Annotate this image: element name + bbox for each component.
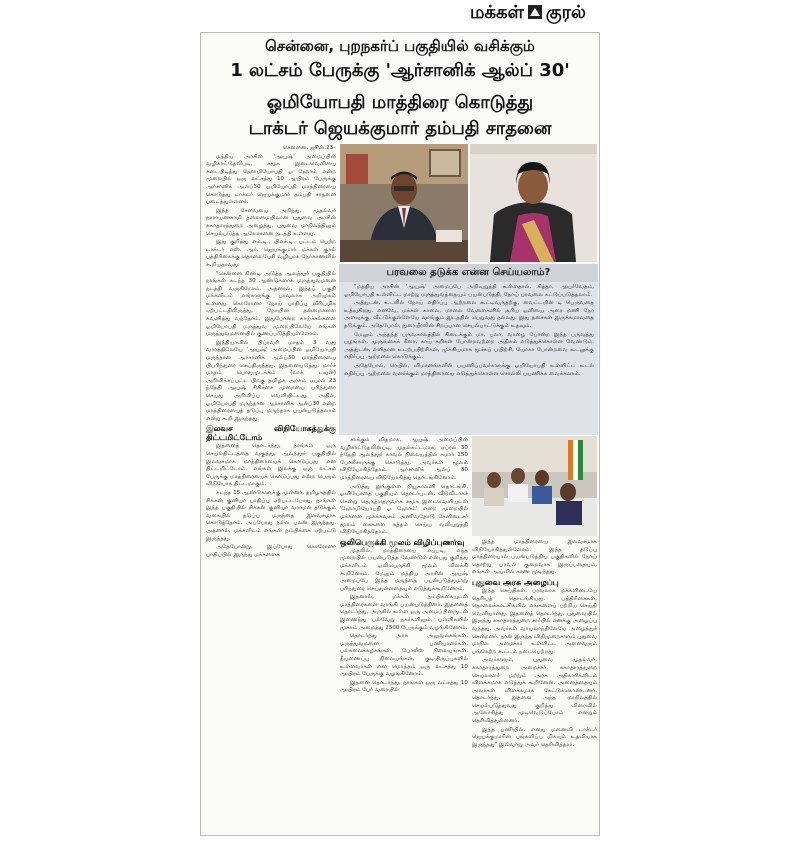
subheading: இலவச விநியோகத்துக்கு திட்டமிட்டோம்	[206, 424, 336, 443]
article-paragraph: இதனைத் தொடர்ந்து, நாங்கள் ஒரு செயல்திட்டத்தை வகுத்து, ஆலந்தூர் பகுதியில் இலவசமாக மாத்திரையைக் கொடுப்பது என திட்டமிட்டோம். எங்கள் இலக்கு ஒரு லட்சம் பேருக்கு மாத்திரையைக் கொடுப்பது என்ற பெரும் விநியோக திட்டமாகும்.	[206, 443, 336, 488]
article-column-1	[206, 145, 336, 833]
box-paragraph: "மத்திய அரசின் 'ஆயுஷ்' அமைப்பே அறிவுறுத்தி உள்ளதால், சித்தா, ஆயுர்வேதம், ஓமியோபதி உள்ளிட்ட மாற்று மருத்துவத்தையும் பயன்படுத்தி, நோய் பரவலை கட்டுப்படுத்தலாம்.	[344, 284, 594, 298]
article-paragraph: "சென்னை கிண்டி அடுத்த ஆலந்தூர் பகுதியில் நாங்கள் கடந்த 30 ஆண்டுகளாக மருத்துவமனை நடத்தி வருகிறோம். அதனால், இந்தப் பகுதி மக்களிடம் எங்களுக்கு பரவலாக அறிமுகம் உள்ளது. கொரோனா நோய் பாதிப்பு வீரியமிக ஏற்பட்டதிலிருந்து, நோயின் தன்மைகளை கவனித்து வந்தோம். இதுபோன்ற காய்ச்சல்களை ஓமியோபதி மருத்துவ முறையிலேயே எங்கள் மருத்துவமனையில் குணப்படுத்தியுள்ளோம்.	[206, 270, 336, 338]
article-paragraph: மத்திய அரசின் 'ஆயுஷ்' அமைப்பின் வழிகாட்டுதலிபடி, சமூக இடைவெளியை கடைபிடித்து ஹோமியோபதி ஓ ஹோம் என்ற முறையில் ஒரு லட்சத்து 10 ஆயிரம் பேருக்கு ஆர்சானிக் ஆல்ப்30 ஓமியோபதி மாத்திரையை கொடுத்து டாக்டர் ஜெயக்குமார் தம்பதி சாதனை படைத்துள்ளனர்.	[206, 153, 336, 206]
sidebar-box-title: பரவலை தடுக்க என்ன செய்யலாம்?	[339, 264, 598, 282]
photo-dr-wife	[470, 144, 597, 262]
headline-line-2: ஓமியோபதி மாத்திரை கொடுத்து	[266, 92, 534, 113]
article-paragraph: கடந்த 15 ஆண்டுகளுக்கு முன்னர், தமிழகத்தில் சிக்கன் குனியா பாதிப்பு ஏற்பட்டபோது, நாங்கள் இந்த பகுதியில் சிக்கன் குனியா வராமல் தடுக்கும் வகையில் தடுப்பு மருந்தை இலவசமாக கொடுத்தோம். அப்போது நல்ல பலன் இருந்தது. அதனால், மக்களிடம் எங்கள் நம்பிக்கை ஏற்பட்டு இருந்தது.	[206, 489, 336, 542]
sidebar-box-body	[344, 284, 594, 432]
headline-line-1: 1 லட்சம் பேருக்கு 'ஆர்சானிக் ஆல்ப் 30'	[230, 60, 570, 81]
photo-dr-jayakumar	[340, 144, 468, 262]
box-paragraph: மேலும் அந்தந்த பருவகாலத்தில் கிடைக்கும் மா, பலா, வாழை போன்ற இந்த பருவத்து பழங்கள், முருங்கைக் கீரை, காய் கறிகள் போன்றவற்றை அதிகம் எடுத்துக்கொள்ள வேண்டும். அத்துடன், எளிதான உடற்பயிற்சிகள், முக்கியமாக மூச்சுப் பயிற்சி, யோகா போன்றவை உடலுக்கு எதிர்ப்பு ஆற்றலை கொடுக்கும்.	[344, 331, 594, 361]
article-paragraph: இந்த சேவையை அறிந்து, முதல்வர் நாராயணசாமி தலைமையிலான புதுவை அரசின் சுகாதாரத்துறை அழைத்து, புதுவை மாநிலத்திலும் செயல்படுத்த ஆலோசனை நடத்தி உள்ளது.	[206, 207, 336, 237]
subheading: புதுவை அரசு அழைப்பு	[472, 577, 559, 587]
masthead	[470, 2, 610, 26]
masthead-right: குரல்	[545, 2, 586, 23]
headline-line-3: டாக்டர் ஜெயக்குமார் தம்பதி சாதனை	[248, 118, 552, 139]
box-paragraph: அதேபோல், ரெயில், விமானங்களில் பயணிப்பவர்களுக்கு ஓமியோபதி உள்ளிட்ட உடல் எதிர்ப்பு ஆற்றலை வளர்க்கும் மாத்திரையை எடுத்துக்கொள்ள சொல்லி பயணிக்க வைக்கலாம்.	[344, 362, 594, 377]
article-paragraph: அதேபோன்று, இப்போது கொரோனா பாதிப்பில் இருந்து மக்களைக்	[206, 544, 336, 558]
article-paragraph: இது குறித்து எம்.டி., பிஎச்.டி. பட்டம் பெற்ற டாக்டர் எஸ். ஆர். ஜெயக்குமார் மக்கள் குரல் பத்திரிகைக்கு தொலைபேசி வழியாக நேர்காணலில் கூறியதாவது:	[206, 239, 336, 268]
article-paragraph: இந்த பணியில், எனது மனைவி டாக்டர் ஜெயக்குமாரின் பங்களிப்பு மிகவும் உதவியாக இருந்தது" இவ்வாறு அவர் தெரிவித்தார்.	[472, 726, 597, 748]
article-paragraph: இதனால், மக்கள் நம்பிக்கையுடன் மாத்திரைகளை வாங்கி பயன்படுத்தினர். இதனைத் தொடர்ந்து, அருகில் உள்ள ஒரு அமைப்பினருடன் இணைந்து பல்வேறு நகர்களிலும், பள்ளிகளில் முகாம் அமைத்து 2500 பேருக்கும் வழங்கினோம்.	[340, 594, 468, 631]
photo-meeting	[472, 436, 597, 536]
article-paragraph: இந்த செய்திகள், பரவலாக மக்களிடையே தெரியத் தொடங்கியது. பத்திரிகைகள், தொலைக்காட்சிகளில் எங்களைப் பற்றிய செய்தி வெளியானது. இதனைத் தொடர்ந்து, புதுவையில் இருந்து சுகாதாரத்துறை சார்பில் எனக்கு அழைப்பு வந்தது. அவர்கள் வாயலாந்திலேயே அழைத்துச் சென்றனர். நான் இருந்த விதிமுறைகளும் புதுவை மாநில அமைச்சர் உள்ளிட்ட அனைவரும் பங்கேற்ற கூட்டம் நடைபெற்றது.	[472, 587, 597, 655]
article-paragraph: இந்தியாவில் பிப்ரவரி மாதம் 3 வது வாரத்திலேயே 'ஆயுஷ்' அமைப்பின் ஓமியோபதி மருந்தான ஆர்சானிக் ஆல்ப்30 மாத்திரையை பிபரிந்துரை செய்திருந்தது. இதனையடுத்து, மார்ச் மாதம் பொதுமுடக்கம் (லாக் டவுன்) அறிவிக்கப்பட்ட பிறகு தமிழக அரசும் ஏப்ரல் 23 ந்தேதி ஆயுஷ் சிகிச்சை முறையை பரிந்துரை செய்து அறிவிப்பு வெளியிட்டது. அதில், ஓமியோபதி மருந்தான ஆர்சானிக் ஆல்ப்30 என்ற மாத்திரையைத் தடுப்பு மருந்தாக பயன்படுத்தலாம் என்று கூறி இருந்தது.	[206, 339, 336, 422]
article-paragraph: அடுத்து இங்குள்ள நியூகாலனி தொடங்கி, ஓவியோதை பகுதியும் தொடர்புடன், வீடுவீடாகச் சென்று தெருத்தெருவாக சமூக இடைவெளியுடன் 'ஹோமியோபதி ஓ ஹோம்' என்ற முறையில் மக்களை முகக்கவசம் அணிவதோடு சேனிடைசர் மூலம் கைகளை சுத்தம் செய்ய வலியுறுத்தி விநியோகித்தோம்.	[340, 483, 468, 536]
article-paragraph: காக்கும் விதமாக, ஆயுஷ் அமைப்பின் வழிகாட்டுதலின்படி, முதல்கட்டமாக, ஏப்ரல் 30 ந்தேதி ஆலந்தூர் காவல் நிலையத்தில் சுமார் 150 போலீசாருக்கு கொடுத்து, அவர்கள் மூலம் விநியோகித்தோம். ஆர்சானிக் ஆல்ப் 30 மாத்திரையை விநியோகித்து தொடங்கினோம்.	[340, 437, 468, 481]
article-column-2	[340, 437, 468, 833]
article-paragraph: அவர்களும், புதுவை முதல்வர், சுகாதாரத்துறை அமைச்சர், சுகாதாரத்துறை செயலாளர் மற்றும் அரசு அதிகாரிகளிடம் விளக்கமாக எடுத்துக் கூறினேன். அனைத்தையும் அவர்கள் விளக்கமாக கேட்டுக்கொண்டனர். தொடர்ந்து, இதனை அந்த மாநிலத்தில் செயல்படுத்துவது குறித்து விரைவில் ஆலோசித்து முடிவெடுப்போம் என்றும் தெரிவித்துள்ளனர்.	[472, 657, 597, 725]
headline-kicker: சென்னை, புறநகர்ப் பகுதியில் வசிக்கும்	[265, 37, 535, 55]
masthead-left: மக்கள்	[470, 2, 524, 23]
article-paragraph: இதனை தொடர்ந்து, நாங்கள் ஒரு லட்சத்து 10 ஆயிரம் பேர் வரையில்	[340, 679, 468, 694]
photo-caption: இந்த மாத்திரையை இலவசமாக விநியோகித்துள்ளோம். இந்த தடுப்பு மாத்திரையால் பயன்படுத்திய பகுதிகளில் நோய் தொற்று பரவல் குறைவாக இருப்பதையும், எங்கள் ஆய்வில் காண முடிந்தது.	[472, 539, 597, 576]
photo-woman-icon	[470, 144, 597, 262]
article-column-3	[472, 539, 597, 833]
subheading: ஒலிபெருக்கி மூலம் விழிப்புணர்வு	[340, 537, 465, 547]
newspaper-logo-icon	[527, 4, 543, 20]
article-paragraph: முதலில், மாத்திரையை எப்படி, எந்த முறையில் பயன்படுத்த வேண்டும் என்பது குறித்து மக்களிடம் ஒலிபெருக்கி மூலம் விளக்கி கூறினோம். மேலும் மத்திய அரசின் ஆயுஷ் அமைப்பே இந்த மருந்தை பயன்படுத்துமாறு பரிந்துரை செய்துள்ளதையும் எடுத்துக்கூறினோம்.	[340, 547, 468, 592]
article-paragraph: தொடர்ந்து அரசு அலுவலகங்கள், மருத்துவமனை பணியாளர்கள், பல்கலைக்கழகங்கள், போலீஸ் நிலையங்கள், தீயணைப்பு நிலையங்கள், குடியிருப்புகளில் உள்ளவர்கள் என மொத்தம் ஒரு லட்சத்து 10 ஆயிரம் பேருக்கு வழங்கினோம்.	[340, 633, 468, 678]
dateline: சென்னை, ஜூன்.23–	[282, 145, 336, 151]
box-paragraph: அத்துடன், உடலில் நோய் எதிர்ப்பு ஆற்றலை கூட்டிவருதற்கு, வைட்டமின் டி பெருவதை உதவுகிறது. எனவே, மக்கள் காலை, மாலை வேளைகளில் சூரிய ஒளியை அரை மணி நேர அளவுக்கு, வீட்டுக்குள்ளேயே வாங்கும் இடத்தில் பெறுவது நல்லது. இது தசைகள் இருக்கமாவதை தடுக்கும். அதேபோல், நுரையீரலின் சிறப்பான செயல்பாட்டுக்கும் உதவும்.	[344, 300, 594, 329]
photo-man-icon	[340, 144, 468, 262]
photo-meeting-icon	[472, 436, 597, 536]
